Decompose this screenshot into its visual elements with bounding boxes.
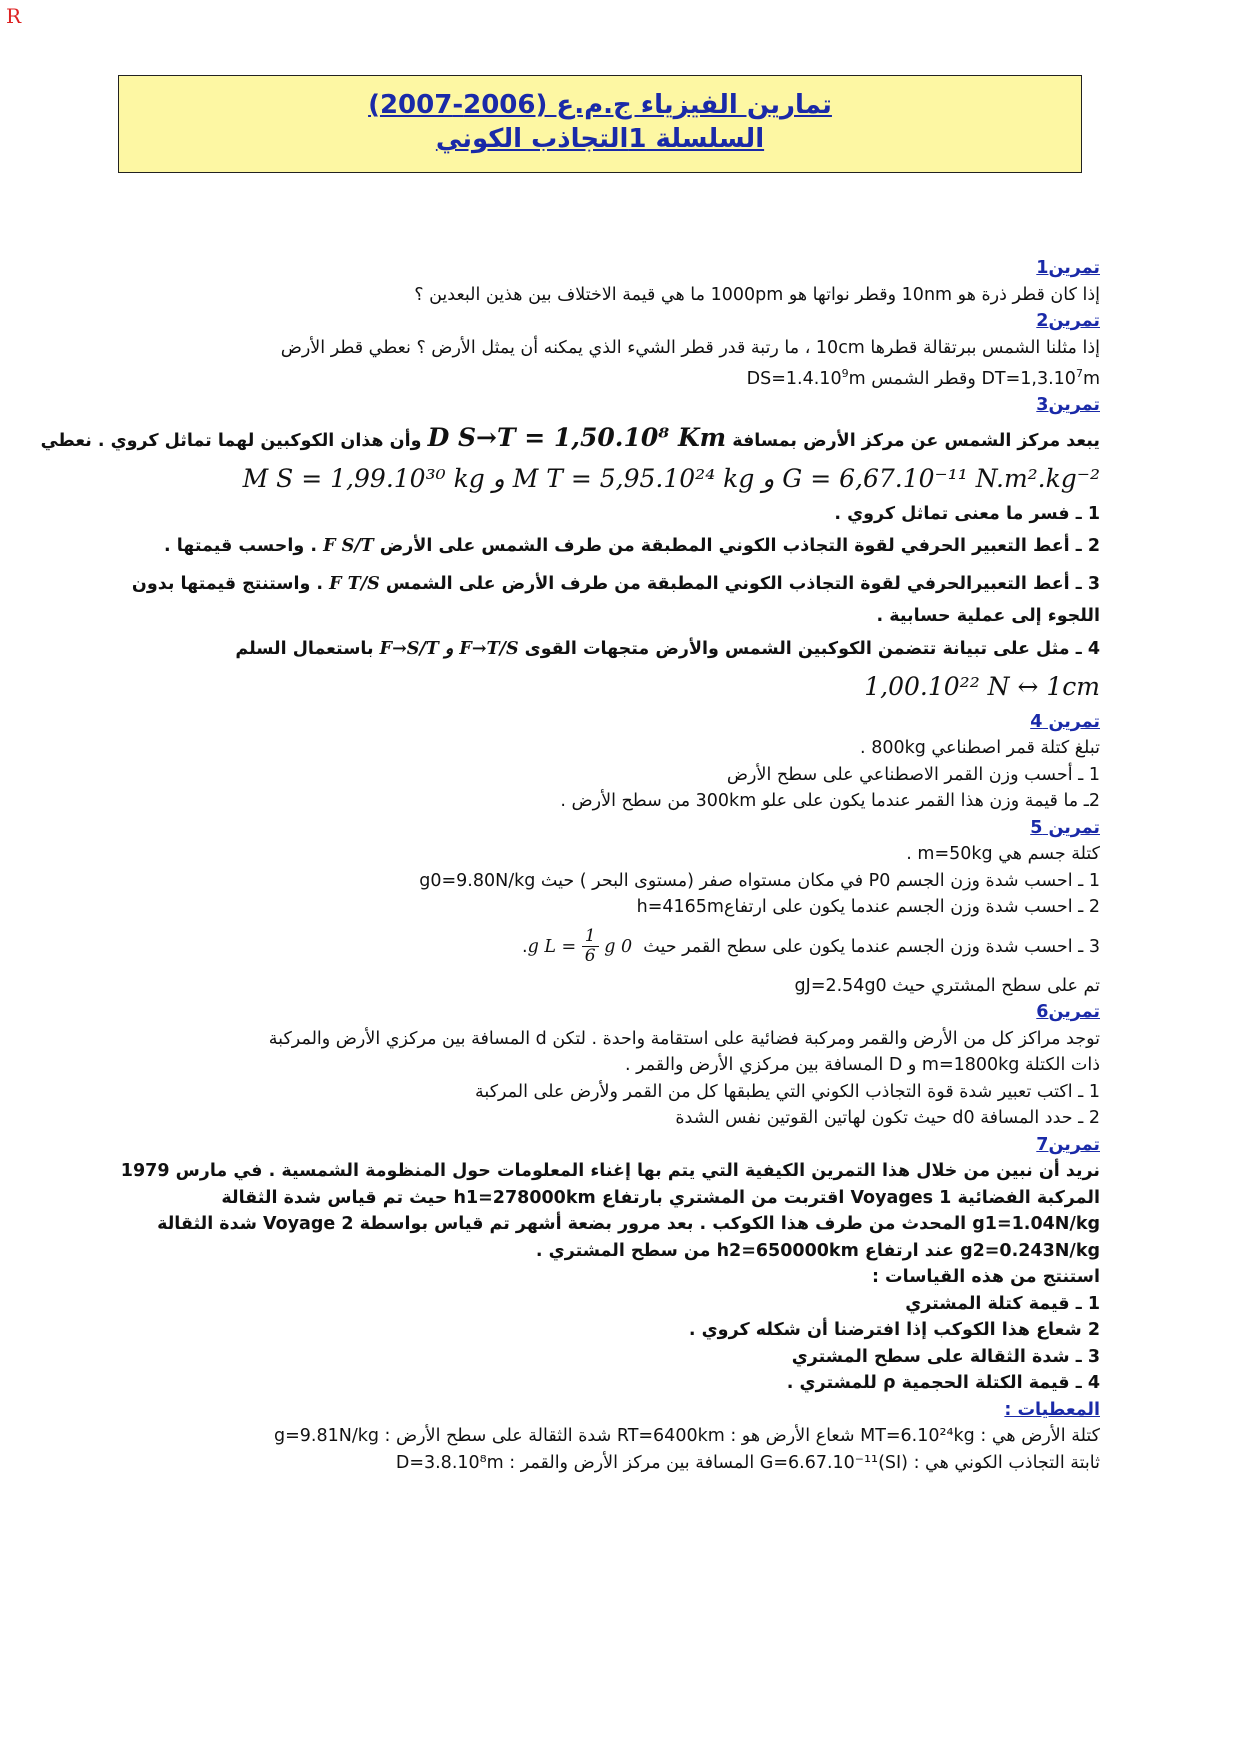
exercise-4-q2: 2ـ ما قيمة وزن هذا القمر عندما يكون على علو 300km من سطح الأرض . <box>560 791 1100 812</box>
exercise-6-text1: توجد مراكز كل من الأرض والقمر ومركبة فضائية على استقامة واحدة . لتكن d المسافة بين مركزي الأرض والمركبة <box>268 1028 1100 1049</box>
exercise-3-q1: 1 ـ فسر ما معنى تماثل كروي . <box>834 503 1100 524</box>
exercise-7-q3: 3 ـ شدة الثقالة على سطح المشتري <box>791 1346 1100 1367</box>
data-heading: المعطيات : <box>1004 1399 1100 1420</box>
exercise-5-q1: 1 ـ احسب شدة وزن الجسم P0 في مكان مستواه صفر (مستوى البحر ) حيث g0=9.80N/kg <box>419 870 1100 891</box>
exercise-6-q2: 2 ـ حدد المسافة d0 حيث تكون لهاتين القوتين نفس الشدة <box>675 1108 1100 1129</box>
data-line1: كتلة الأرض هي : MT=6.10²⁴kg شعاع الأرض هو : RT=6400km شدة الثقالة على سطح الأرض : g=9.81N/kg <box>274 1426 1100 1447</box>
exercise-1-heading: تمرين1 <box>1036 258 1100 278</box>
exercise-6-text2: ذات الكتلة m=1800kg و D المسافة بين مركزي الأرض والقمر . <box>625 1055 1100 1076</box>
exercise-6-heading: تمرين6 <box>1036 1002 1100 1023</box>
exercise-5-q3: 3 ـ احسب شدة وزن الجسم عندما يكون على سطح القمر حيث g L = $\frac{1}{6}$ g 0 . <box>522 926 1100 967</box>
exercise-5-text: كتلة جسم هي m=50kg . <box>906 844 1100 865</box>
exercise-5-heading: تمرين 5 <box>1030 817 1100 838</box>
fraction-one-sixth: $\frac{1}{6}$ <box>582 927 599 966</box>
exercise-4-q1: 1 ـ أحسب وزن القمر الاصطناعي على سطح الأرض <box>726 764 1100 785</box>
exercise-7-q4: 4 ـ قيمة الكتلة الحجمية ρ للمشتري . <box>786 1373 1100 1394</box>
exercise-3-intro: يبعد مركز الشمس عن مركز الأرض بمسافة D S→T = 1,50.10⁸ Km وأن هذان الكوكبين لهما تماثل كروي . نعطي <box>40 422 1100 452</box>
exercise-1-text: إذا كان قطر ذرة هو 10nm وقطر نواتها هو 1000pm ما هي قيمة الاختلاف بين هذين البعدين ؟ <box>414 284 1100 305</box>
exercise-7-heading: تمرين7 <box>1036 1134 1100 1155</box>
exercise-5-q2: 2 ـ احسب شدة وزن الجسم عندما يكون على ارتفاعh=4165m <box>636 897 1100 918</box>
exercise-7-line5: استنتج من هذه القياسات : <box>871 1267 1100 1288</box>
exercise-2-data: $DT=1,3.10^7m$ وقطر الشمس $DS=1.4.10^9m$ <box>746 367 1100 389</box>
exercise-2-text: إذا مثلنا الشمس ببرتقالة قطرها 10cm ، ما رتبة قدر قطر الشيء الذي يمكنه أن يمثل الأرض ؟ نعطي قطر الأرض <box>280 337 1100 358</box>
corner-mark: R <box>6 4 22 28</box>
exercise-3-q2: 2 ـ أعط التعبير الحرفي لقوة التجاذب الكوني المطبقة من طرف الشمس على الأرض F S/T . واحسب قيمتها . <box>163 536 1100 557</box>
exercise-4-text: تبلغ كتلة قمر اصطناعي 800kg . <box>860 738 1100 759</box>
exercise-7-line2: المركبة الفضائية Voyages 1 اقتربت من المشتري بارتفاع h1=278000km حيث تم قياس شدة الثقالة <box>221 1187 1100 1208</box>
exercise-7-line4: g2=0.243N/kg عند ارتفاع h2=650000km من سطح المشتري . <box>535 1240 1100 1261</box>
title-box <box>118 75 1082 173</box>
exercise-2-heading: تمرين2 <box>1036 311 1100 331</box>
exercise-3-constants: M S = 1,99.10³⁰ kg و M T = 5,95.10²⁴ kg و G = 6,67.10⁻¹¹ N.m².kg⁻² <box>242 463 1100 493</box>
exercise-3-heading: تمرين3 <box>1036 395 1100 416</box>
exercises-content <box>40 255 1100 1476</box>
exercise-3-q4: 4 ـ مثل على تبيانة تتضمن الكوكبين الشمس والأرض متجهات القوى F→S/T و F→T/S باستعمال السلم <box>235 638 1100 659</box>
exercise-7-q2: 2 شعاع هذا الكوكب إذا افترضنا أن شكله كروي . <box>688 1320 1100 1341</box>
exercise-7-line3: g1=1.04N/kg المحدث من طرف هذا الكوكب . بعد مرور بضعة أشهر تم قياس بواسطة Voyage 2 شدة الثقالة <box>157 1214 1100 1235</box>
page-title: تمارين الفيزياء ج.م.ع (2006-2007) <box>368 90 832 120</box>
exercise-6-q1: 1 ـ اكتب تعبير شدة قوة التجاذب الكوني التي يطبقها كل من القمر ولأرض على المركبة <box>475 1081 1100 1102</box>
exercise-4-heading: تمرين 4 <box>1030 711 1100 732</box>
exercise-3-scale: 1,00.10²² N ↔ 1cm <box>864 671 1100 701</box>
exercise-3-q3: 3 ـ أعط التعبيرالحرفي لقوة التجاذب الكوني المطبقة من طرف الأرض على الشمس F T/S . واستنتج قيمتها بدون <box>131 574 1100 595</box>
exercise-3-q3-cont: اللجوء إلى عملية حسابية . <box>876 606 1100 627</box>
data-line2: ثابتة التجاذب الكوني هي : G=6.67.10⁻¹¹(SI) المسافة بين مركز الأرض والقمر : D=3.8.10⁸m <box>395 1452 1100 1473</box>
exercise-5-q4: تم على سطح المشتري حيث gJ=2.54g0 <box>794 975 1100 996</box>
distance-formula: D S→T = 1,50.10⁸ Km <box>427 422 727 452</box>
exercise-7-q1: 1 ـ قيمة كتلة المشتري <box>905 1293 1100 1314</box>
exercise-7-line1: نريد أن نبين من خلال هذا التمرين الكيفية التي يتم بها إغناء المعلومات حول المنظومة الشمسية . في مارس 1979 <box>120 1161 1100 1182</box>
page-subtitle: السلسلة 1التجاذب الكوني <box>435 124 765 154</box>
